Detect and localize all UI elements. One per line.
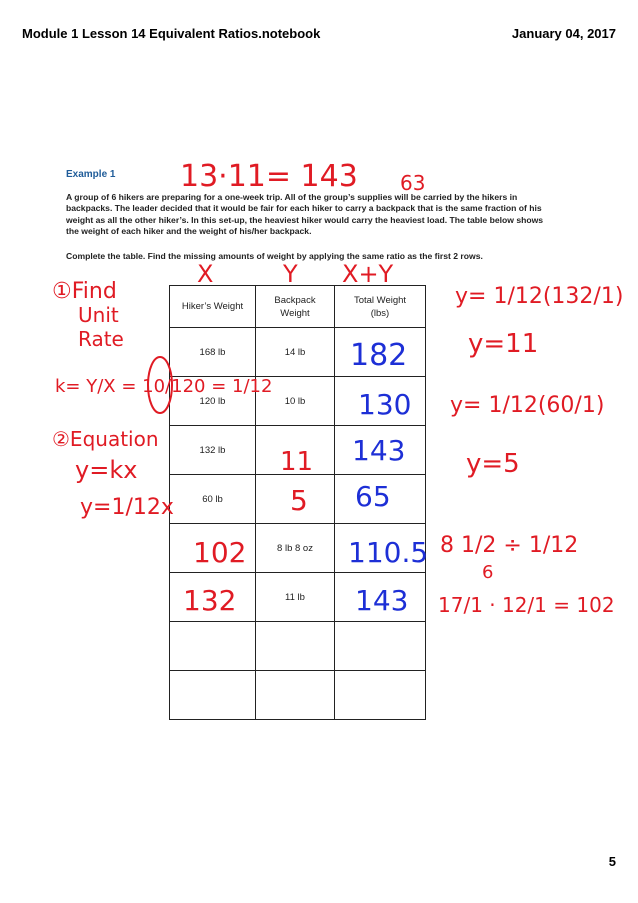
hw-total: 110.5: [348, 536, 429, 569]
table-cell: 14 lb: [256, 328, 335, 377]
hw-step2-line: ②Equation: [52, 427, 159, 451]
hw-total: 65: [355, 480, 391, 513]
hw-var-x: X: [197, 260, 214, 288]
hw-right-work: y= 1/12(132/1): [455, 284, 624, 309]
header-backpack-weight: Backpack Weight: [256, 286, 335, 328]
hw-right-work: 8 1/2 ÷ 1/12: [440, 533, 579, 558]
hw-right-work: 6: [482, 562, 494, 583]
hw-backpack: 11: [280, 447, 314, 477]
hw-k-formula: k= Y/X = 10/120 = 1/12: [55, 376, 273, 397]
table-cell: 8 lb 8 oz: [256, 524, 335, 573]
notebook-title: Module 1 Lesson 14 Equivalent Ratios.notebook: [22, 26, 321, 41]
table-cell: 11 lb: [256, 573, 335, 622]
header-total-weight: Total Weight (lbs): [335, 286, 426, 328]
table-cell: 132 lb: [170, 426, 256, 475]
hw-right-work: y=11: [468, 329, 539, 359]
example-title: Example 1: [66, 169, 116, 180]
hw-right-work: y= 1/12(60/1): [450, 393, 605, 418]
hw-total: 130: [358, 388, 412, 421]
hw-top-number: 63: [400, 171, 426, 195]
problem-line: backpacks. The leader decided that it would be fair for each hiker to carry a backpack that is the same fraction of his: [66, 203, 542, 214]
problem-line: A group of 6 hikers are preparing for a one-week trip. All of the group’s supplies will be carried by the hikers in: [66, 192, 518, 202]
hw-var-y: Y: [283, 260, 298, 288]
hw-total: 143: [355, 584, 409, 617]
hw-right-work: y=5: [466, 449, 520, 479]
problem-line: the weight of each hiker and the weight of his/her backpack.: [66, 226, 312, 237]
hw-step1-line: ①Find: [52, 279, 117, 304]
hw-total: 182: [350, 338, 408, 373]
hw-right-work: 17/1 · 12/1 = 102: [438, 593, 615, 617]
instruction-text: Complete the table. Find the missing amounts of weight by applying the same ratio as the first 2 rows.: [66, 251, 483, 261]
hw-step2-line: y=kx: [75, 456, 138, 484]
page-number: 5: [608, 854, 616, 869]
table-cell: 10 lb: [256, 377, 335, 426]
hw-total: 143: [352, 434, 406, 467]
hw-var-xy: X+Y: [342, 260, 394, 288]
hw-step1-line: Rate: [78, 327, 124, 351]
problem-line: weight as all the other hiker’s. In this set-up, the heaviest hiker would carry the heaviest load. The table below shows: [66, 214, 544, 225]
hw-backpack: 5: [290, 484, 308, 517]
table-cell: 168 lb: [170, 328, 256, 377]
hw-hiker: 132: [183, 584, 237, 617]
hw-step2-line: y=1/12x: [80, 495, 174, 520]
table-cell: 60 lb: [170, 475, 256, 524]
hw-top-equation: 13·11= 143: [180, 159, 358, 194]
hw-hiker: 102: [193, 536, 247, 569]
hw-step1-line: Unit: [78, 303, 119, 327]
notebook-date: January 04, 2017: [511, 26, 616, 41]
header-hiker-weight: Hiker’s Weight: [170, 286, 256, 328]
table-cell: 120 lb: [170, 377, 256, 426]
